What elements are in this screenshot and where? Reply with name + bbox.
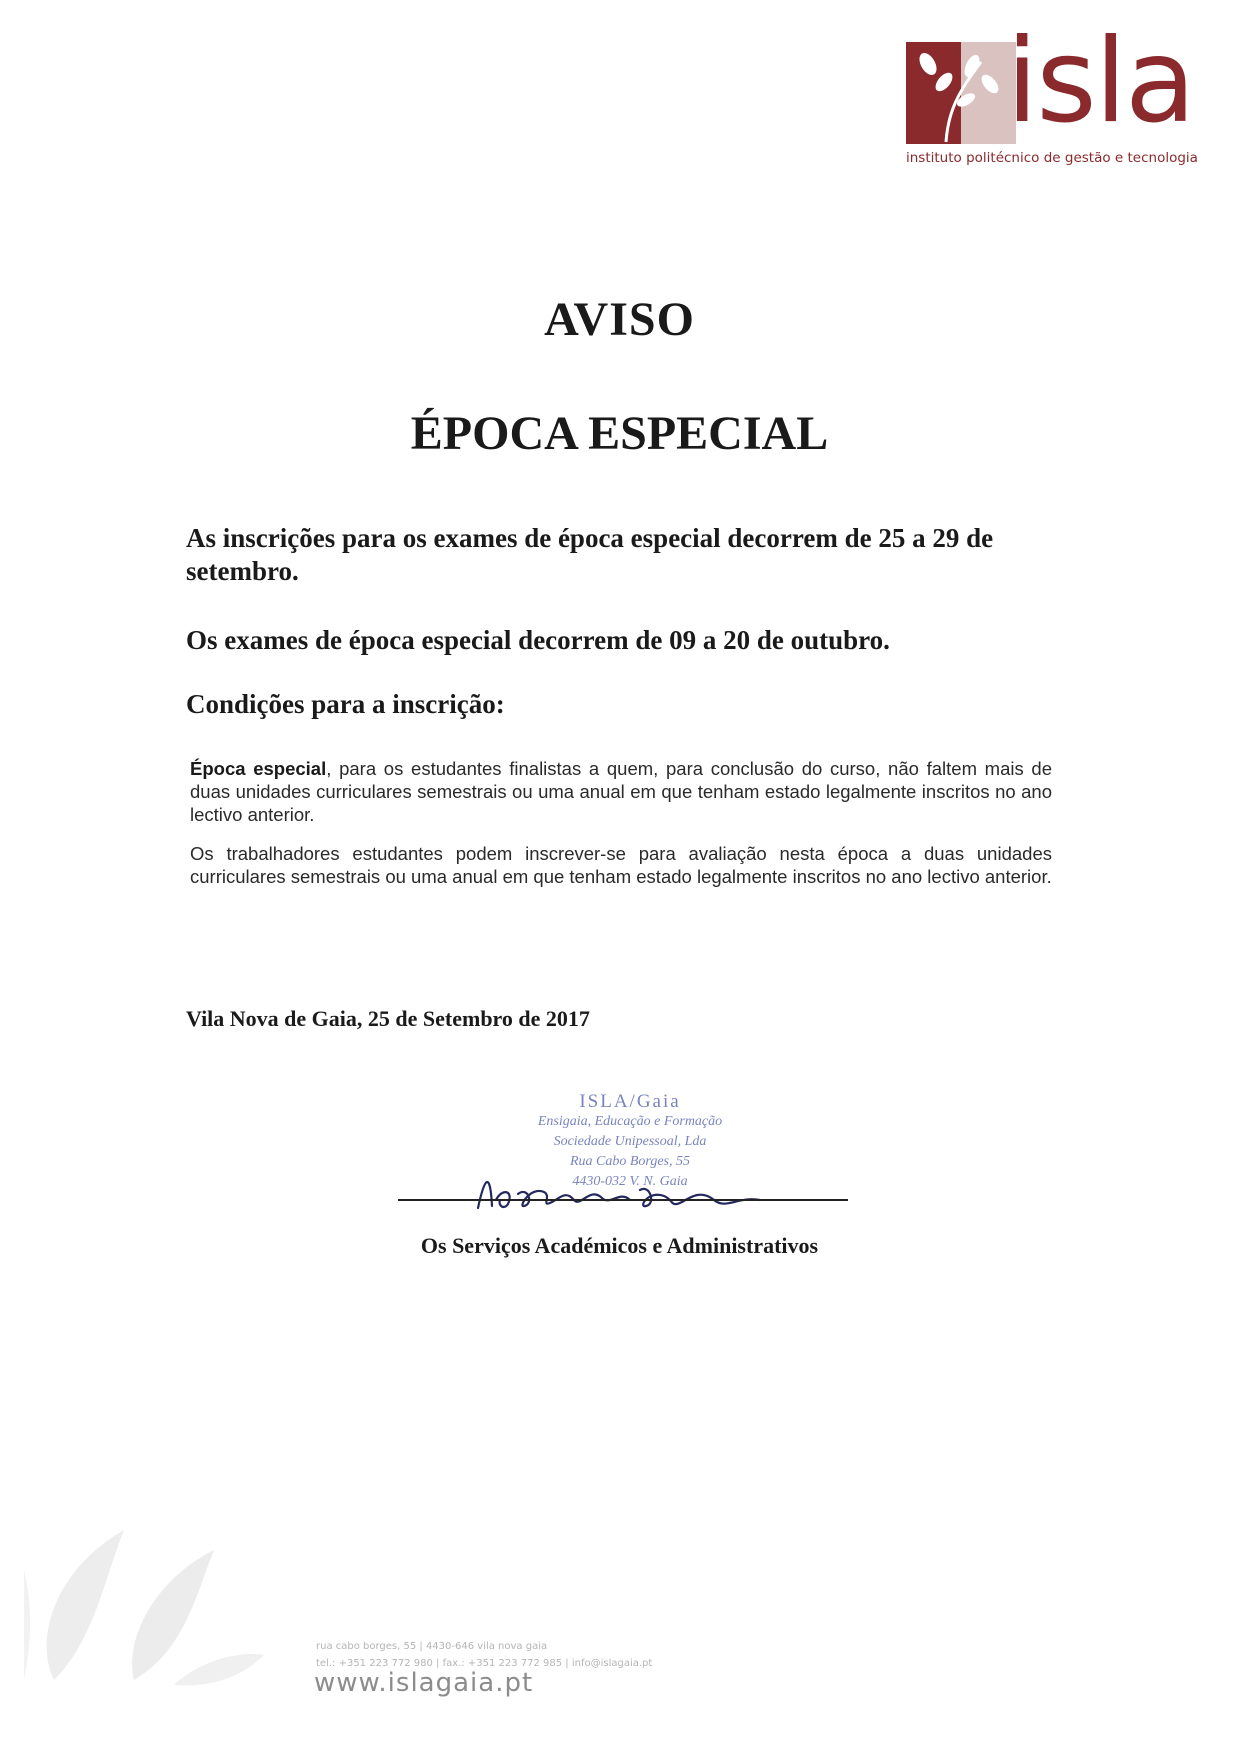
logo-tagline: instituto politécnico de gestão e tecnologia (906, 150, 1198, 166)
condition-working-students: Os trabalhadores estudantes podem inscrever-se para avaliação nesta época a duas unidades curriculares semestrais ou uma anual em que tenham estado legalmente inscritos no ano lectivo anterior. (190, 843, 1052, 887)
page-subtitle: ÉPOCA ESPECIAL (410, 407, 829, 460)
logo-wordmark: isla (1006, 14, 1194, 149)
registration-period-text: As inscrições para os exames de época especial decorrem de 25 a 29 de setembro. (186, 523, 994, 586)
handwritten-signature (470, 1160, 770, 1220)
website-link[interactable]: www.islagaia.pt (314, 1668, 534, 1698)
exam-period-text: Os exames de época especial decorrem de 09 a 20 de outubro. (186, 625, 890, 655)
signature-line (398, 1199, 848, 1201)
place-date: Vila Nova de Gaia, 25 de Setembro de 2017 (186, 1006, 590, 1031)
condition-finalists-text: , para os estudantes finalistas a quem, para conclusão do curso, não faltem mais de duas unidades curriculares semestrais ou uma anual em que tenham estado legalmente inscritos no ano lectivo anterior. (190, 758, 1053, 825)
condition-lead: Época especial (190, 758, 327, 779)
conditions-heading: Condições para a inscrição: (186, 689, 505, 719)
condition-finalists (190, 757, 1052, 826)
page-title: AVISO (544, 293, 695, 346)
footer-contact (316, 1638, 652, 1672)
stamp-line: Ensigaia, Educação e Formação (537, 1114, 723, 1129)
footer-address: rua cabo borges, 55 | 4430-646 vila nova gaia (316, 1641, 548, 1652)
isla-logo (906, 14, 1206, 172)
stamp-line: ISLA/Gaia (579, 1091, 681, 1112)
footer-phone-email: tel.: +351 223 772 980 | fax.: +351 223 772 985 | info@islagaia.pt (316, 1658, 653, 1669)
stamp-line: 4430-032 V. N. Gaia (572, 1174, 688, 1189)
stamp-line: Rua Cabo Borges, 55 (569, 1154, 691, 1169)
leaf-watermark-icon (24, 1530, 264, 1690)
leaf-logo-icon (906, 42, 1016, 144)
stamp-line: Sociedade Unipessoal, Lda (553, 1134, 707, 1149)
signatory: Os Serviços Académicos e Administrativos (420, 1233, 819, 1258)
